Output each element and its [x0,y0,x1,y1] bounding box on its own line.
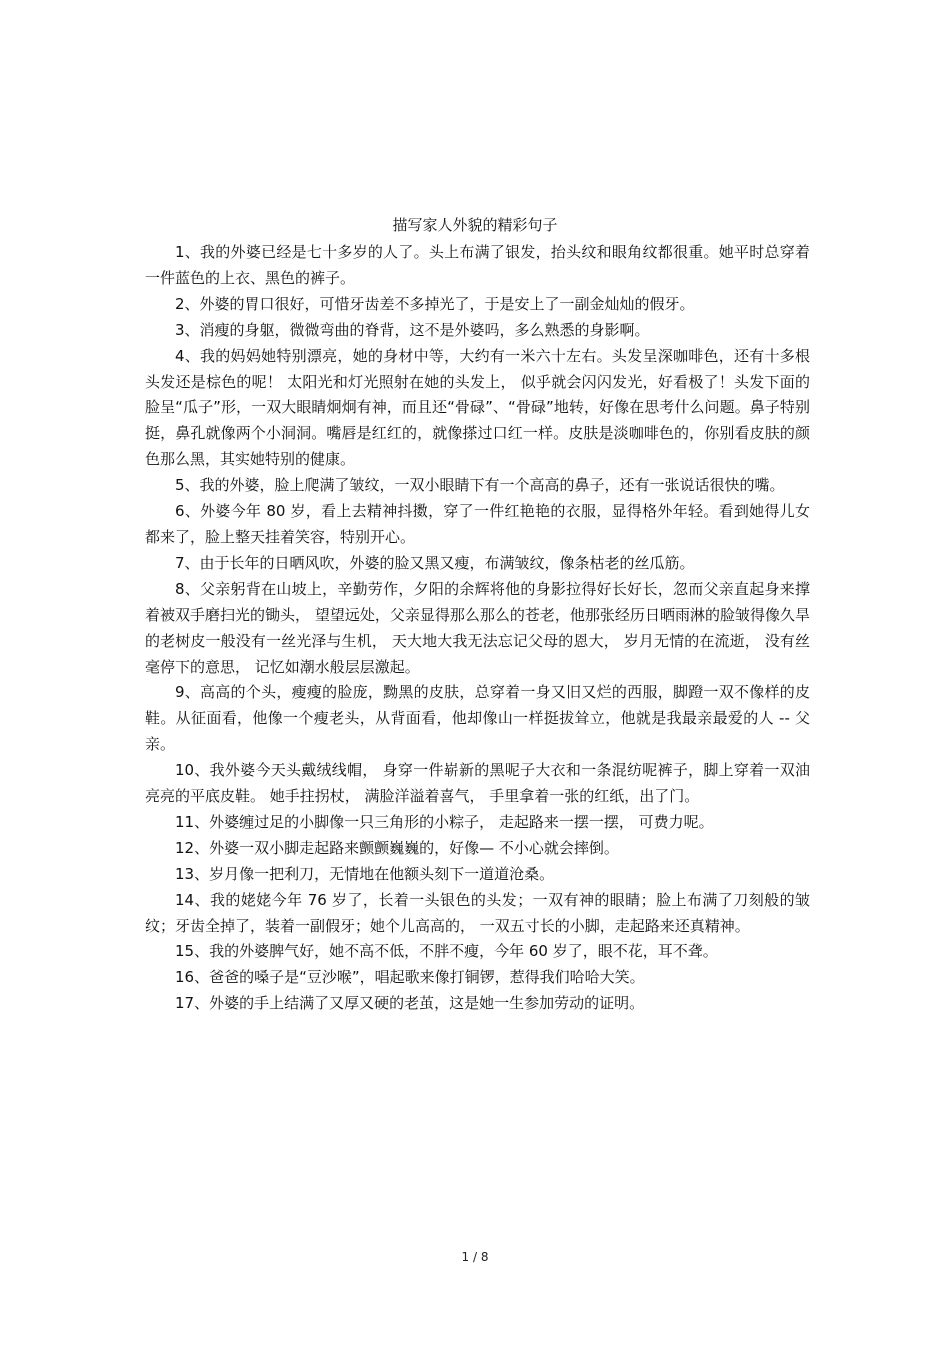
paragraph-13: 13、岁月像一把利刀，无情地在他额头刻下一道道沧桑。 [175,864,555,883]
document-title: 描写家人外貌的精彩句子 [392,216,558,234]
document-body [145,240,810,1017]
paragraph-8: 8、父亲躬背在山坡上，辛勤劳作，夕阳的余辉将他的身影拉得好长好长，忽而父亲直起身来撑着被双手磨扫光的锄头， 望望远处，父亲显得那么那么的苍老，他那张经历日晒雨淋的脸皱得像久旱的老树皮一般没有一丝光泽与生机， 天大地大我无法忘记父母的恩大， 岁月无情的在流逝， 没有丝毫停下的意思， 记忆如潮水般层层激起。 [145,579,810,676]
paragraph-16: 16、爸爸的嗓子是“豆沙喉”，唱起歌来像打铜锣，惹得我们哈哈大笑。 [175,968,645,987]
paragraph-1: 1、我的外婆已经是七十多岁的人了。头上布满了银发，抬头纹和眼角纹都很重。她平时总穿着一件蓝色的上衣、黑色的裤子。 [145,243,810,287]
paragraph-5: 5、我的外婆，脸上爬满了皱纹，一双小眼睛下有一个高高的鼻子，还有一张说话很快的嘴。 [175,476,785,495]
paragraph-12: 12、外婆一双小脚走起路来颤颤巍巍的，好像— 不小心就会摔倒。 [175,838,619,857]
paragraph-14: 14、我的姥姥今年 76 岁了，长着一头银色的头发；一双有神的眼睛；脸上布满了刀刻般的皱纹；牙齿全掉了，装着一副假牙；她个儿高高的， 一双五寸长的小脚，走起路来还真精神。 [145,890,810,935]
paragraph-10: 10、我外婆今天头戴绒线帽， 身穿一件崭新的黑呢子大衣和一条混纺呢裤子，脚上穿着一双油亮亮的平底皮鞋。 她手拄拐杖， 满脸洋溢着喜气， 手里拿着一张的红纸，出了门。 [145,761,810,806]
paragraph-6: 6、外婆今年 80 岁，看上去精神抖擞，穿了一件红艳艳的衣服，显得格外年轻。看到她得儿女都来了，脸上整天挂着笑容，特别开心。 [145,502,810,546]
paragraph-17: 17、外婆的手上结满了又厚又硬的老茧，这是她一生参加劳动的证明。 [175,994,645,1013]
paragraph-15: 15、我的外婆脾气好，她不高不低，不胖不瘦，今年 60 岁了，眼不花，耳不聋。 [175,942,718,961]
paragraph-4: 4、我的妈妈她特别漂亮，她的身材中等，大约有一米六十左右。头发呈深咖啡色，还有十多根头发还是棕色的呢！ 太阳光和灯光照射在她的头发上， 似乎就会闪闪发光，好看极了！头发下面的脸呈“瓜子”形，一双大眼睛炯炯有神，而且还“骨碌”、“骨碌”地转，好像在思考什么问题。鼻子特别挺，鼻孔就像两个小洞洞。嘴唇是红红的，就像搽过口红一样。皮肤是淡咖啡色的，你别看皮肤的颜色那么黑，其实她特别的健康。 [145,346,810,469]
page-indicator: 1 / 8 [461,1250,489,1264]
paragraph-9: 9、高高的个头，瘦瘦的脸庞，黝黑的皮肤，总穿着一身又旧又烂的西服，脚蹬一双不像样的皮鞋。从征面看，他像一个瘦老头，从背面看，他却像山一样挺拔耸立，他就是我最亲最爱的人 -- 父亲。 [145,683,810,754]
paragraph-3: 3、消瘦的身躯，微微弯曲的脊背，这不是外婆吗，多么熟悉的身影啊。 [175,320,650,339]
paragraph-2: 2、外婆的胃口很好，可惜牙齿差不多掉光了，于是安上了一副金灿灿的假牙。 [175,294,695,313]
paragraph-7: 7、由于长年的日晒风吹，外婆的脸又黑又瘦，布满皱纹，像条枯老的丝瓜筋。 [175,553,695,572]
paragraph-11: 11、外婆缠过足的小脚像一只三角形的小粽子， 走起路来一摆一摆， 可费力呢。 [175,812,714,831]
